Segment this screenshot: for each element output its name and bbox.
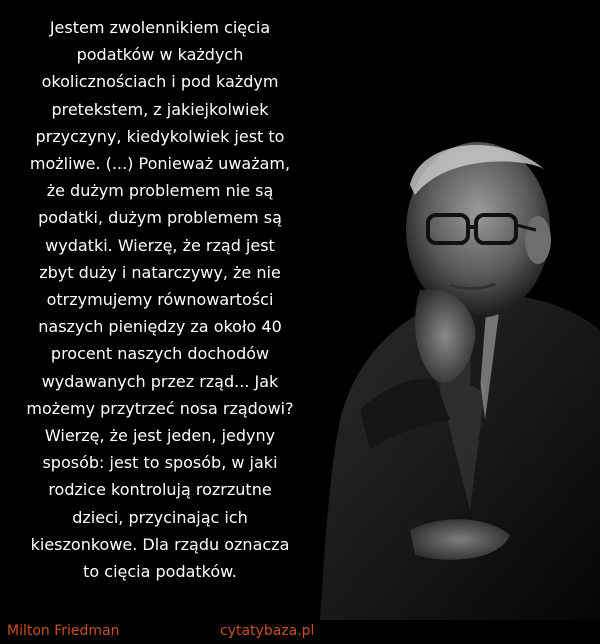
quote-line: procent naszych dochodów — [50, 344, 270, 364]
quote-line: kieszonkowe. Dla rządu oznacza — [30, 534, 290, 554]
quote-line: że dużym problemem nie są — [46, 181, 274, 201]
quote-line: Wierzę, że jest jeden, jedyny — [44, 426, 276, 446]
quote-line: naszych pieniędzy za około 40 — [38, 317, 282, 337]
site-link[interactable]: cytatybaza.pl — [220, 623, 315, 639]
portrait-photo — [300, 90, 600, 620]
quote-line: podatki, dużym problemem są — [38, 208, 282, 228]
quote-line: sposób: jest to sposób, w jaki — [42, 453, 278, 473]
author-link[interactable]: Milton Friedman — [7, 623, 120, 639]
quote-line: przyczyny, kiedykolwiek jest to — [35, 126, 285, 146]
quote-line: dzieci, przycinając ich — [72, 507, 248, 527]
quote-line: okolicznościach i pod każdym — [41, 72, 279, 92]
quote-line: wydawanych przez rząd... Jak — [41, 371, 279, 391]
quote-line: wydatki. Wierzę, że rząd jest — [45, 235, 275, 255]
quote-line: rodzice kontrolują rozrzutne — [48, 480, 272, 500]
quote-line: możliwe. (...) Ponieważ uważam, — [29, 154, 291, 174]
quote-line: podatków w każdych — [76, 45, 244, 65]
quote-line: możemy przytrzeć nosa rządowi? — [26, 398, 294, 418]
quote-line: zbyt duży i natarczywy, że nie — [39, 262, 281, 282]
quote-line: otrzymujemy równowartości — [46, 290, 274, 310]
quote-line: Jestem zwolennikiem cięcia — [49, 18, 271, 37]
quote-text — [10, 14, 310, 585]
quote-line: pretekstem, z jakiejkolwiek — [51, 99, 269, 119]
quote-line: to cięcia podatków. — [83, 562, 237, 582]
